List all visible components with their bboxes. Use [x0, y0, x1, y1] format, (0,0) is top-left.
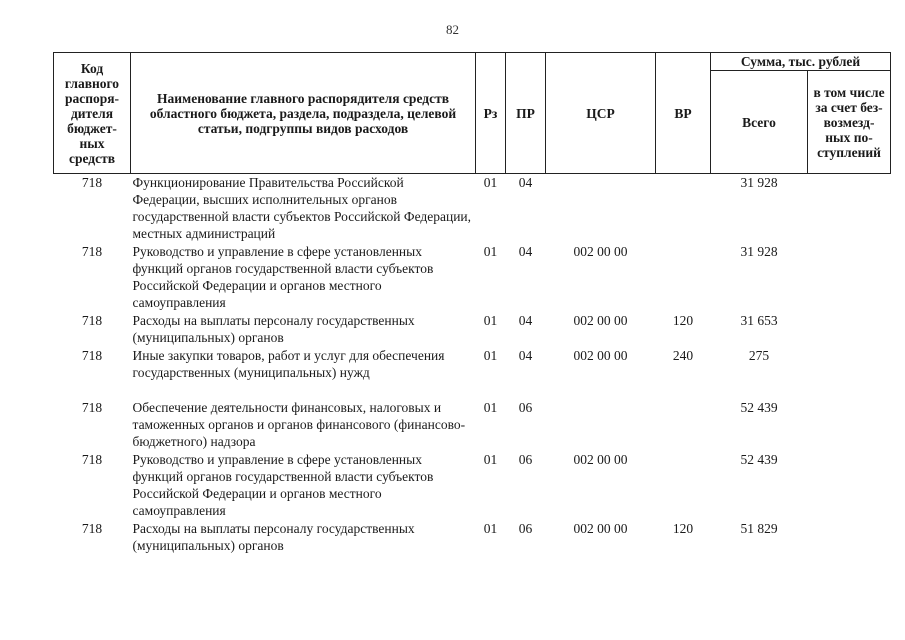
cell-vr: [656, 399, 711, 451]
cell-rz: 01: [483, 175, 498, 190]
cell-csr: 002 00 00: [573, 347, 628, 363]
header-vr: ВР: [656, 53, 711, 174]
cell-code: 718: [81, 312, 103, 328]
table-body: [54, 174, 891, 555]
cell-code: 718: [81, 520, 103, 536]
table-row: [54, 451, 891, 520]
cell-name: Расходы на выплаты персоналу государственных (муниципальных) органов: [132, 312, 415, 345]
cell-vr: 120: [672, 520, 694, 536]
cell-total: 31 928: [740, 243, 778, 259]
cell-pr: 06: [518, 399, 533, 415]
cell-total: 52 439: [740, 451, 778, 467]
cell-code: 718: [81, 451, 103, 467]
header-csr: ЦСР: [546, 53, 656, 174]
cell-name: Расходы на выплаты персоналу государственных (муниципальных) органов: [132, 520, 415, 553]
cell-rz: 01: [483, 520, 498, 536]
cell-name: Функционирование Правительства Российской Федерации, высших исполнительных органов государственной власти субъектов Российской Федерации, местных администраций: [132, 175, 472, 241]
cell-grant: [808, 451, 891, 520]
cell-pr: 04: [518, 175, 533, 190]
cell-total: 31 928: [740, 175, 778, 190]
cell-grant: [808, 174, 891, 243]
table-row: [54, 347, 891, 399]
cell-grant: [808, 243, 891, 312]
cell-code: 718: [81, 399, 103, 415]
table-row: [54, 243, 891, 312]
cell-csr: [546, 399, 656, 451]
cell-grant: [808, 347, 891, 399]
header-sum-group: Сумма, тыс. рублей: [711, 53, 891, 71]
cell-pr: 04: [518, 312, 533, 328]
cell-csr: 002 00 00: [573, 312, 628, 328]
header-rz: Рз: [476, 53, 506, 174]
cell-total: 52 439: [740, 399, 778, 415]
header-name: Наименование главного распорядителя средств областного бюджета, раздела, подраздела, целевой статьи, подгруппы видов расходов: [131, 53, 476, 174]
header-code: Код главного распоря- дителя бюджет- ных средств: [54, 53, 131, 174]
table-row: [54, 174, 891, 243]
page-number: 82: [446, 22, 459, 37]
cell-rz: 01: [483, 451, 498, 467]
cell-name: Обеспечение деятельности финансовых, налоговых и таможенных органов и органов финансового (финансово-бюджетного) надзора: [132, 399, 466, 449]
cell-total: 31 653: [740, 312, 778, 328]
cell-pr: 04: [518, 243, 533, 259]
cell-vr: [656, 174, 711, 243]
cell-code: 718: [81, 243, 103, 259]
cell-rz: 01: [483, 347, 498, 363]
cell-vr: 120: [672, 312, 694, 328]
cell-vr: [656, 243, 711, 312]
cell-grant: [808, 312, 891, 347]
cell-pr: 06: [518, 520, 533, 536]
budget-table: [53, 52, 891, 555]
header-total: Всего: [711, 71, 808, 174]
cell-name: Руководство и управление в сфере установленных функций органов государственной власти субъектов Российской Федерации и органов местного самоуправления: [132, 243, 434, 310]
table-header: [54, 53, 891, 174]
table-row: [54, 312, 891, 347]
cell-name: Руководство и управление в сфере установленных функций органов государственной власти субъектов Российской Федерации и органов местного самоуправления: [132, 451, 434, 518]
table-row: [54, 520, 891, 555]
cell-csr: 002 00 00: [573, 451, 628, 467]
header-pr: ПР: [506, 53, 546, 174]
cell-rz: 01: [483, 243, 498, 259]
cell-total: 275: [748, 347, 770, 363]
cell-vr: 240: [672, 347, 694, 363]
cell-grant: [808, 520, 891, 555]
cell-pr: 04: [518, 347, 533, 363]
header-grant: в том числе за счет без- возмезд- ных по- ступлений: [808, 71, 891, 174]
cell-vr: [656, 451, 711, 520]
cell-csr: [546, 174, 656, 243]
cell-total: 51 829: [740, 520, 778, 536]
table-row: [54, 399, 891, 451]
cell-rz: 01: [483, 399, 498, 415]
cell-csr: 002 00 00: [573, 520, 628, 536]
cell-csr: 002 00 00: [573, 243, 628, 259]
cell-pr: 06: [518, 451, 533, 467]
cell-code: 718: [81, 347, 103, 363]
cell-rz: 01: [483, 312, 498, 328]
cell-code: 718: [81, 175, 103, 190]
cell-grant: [808, 399, 891, 451]
cell-name: Иные закупки товаров, работ и услуг для обеспечения государственных (муниципальных) нужд: [132, 347, 445, 380]
